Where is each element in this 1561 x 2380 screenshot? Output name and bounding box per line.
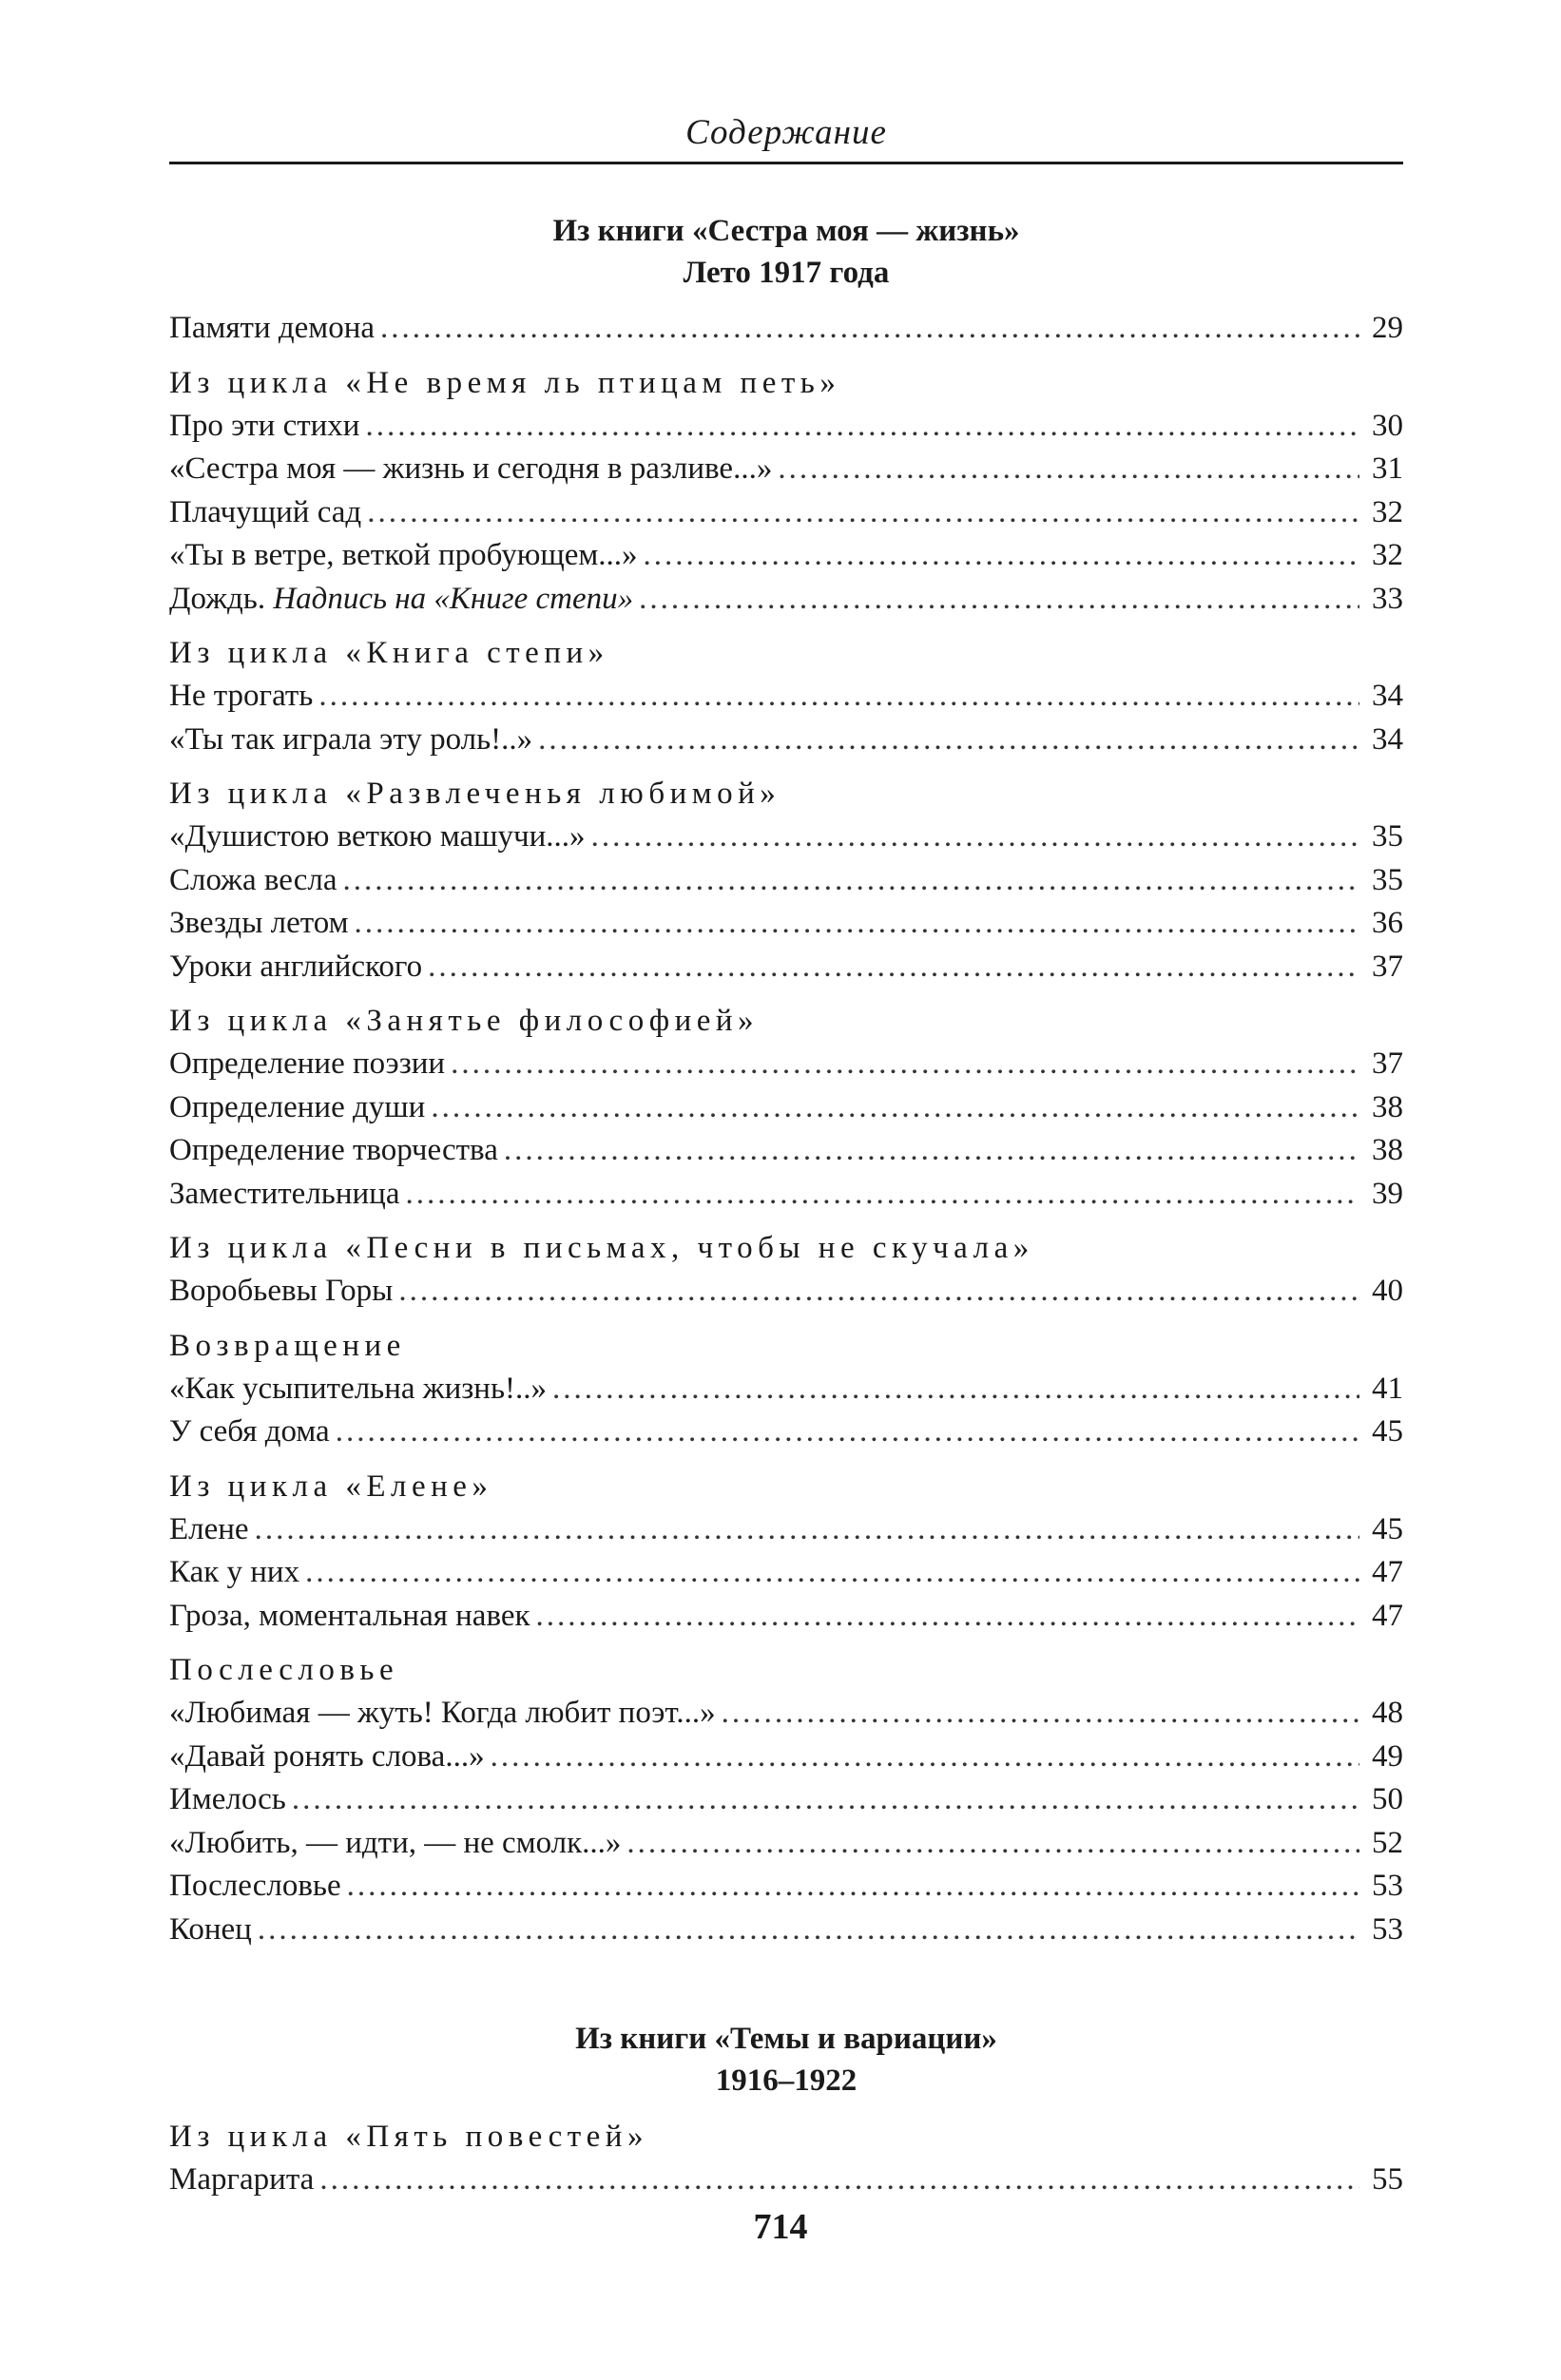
entry-title-text: Конец <box>169 1911 252 1947</box>
entry-title-text: Заместительница <box>169 1176 400 1211</box>
entry-title-text: «Как усыпительна жизнь!..» <box>169 1371 547 1406</box>
entry-title <box>169 448 772 491</box>
entry-title-text: Гроза, моментальная навек <box>169 1598 530 1633</box>
toc-entry <box>169 307 1403 351</box>
entry-title-text: Маргарита <box>169 2162 315 2197</box>
entry-page-number: 47 <box>1372 1598 1403 1633</box>
entry-page-number: 37 <box>1372 949 1403 984</box>
dot-leader <box>318 675 1359 719</box>
toc-entry <box>169 1865 1403 1909</box>
toc-entry <box>169 448 1403 491</box>
entry-page-number: 50 <box>1372 1782 1403 1816</box>
cycle-heading: Послесловье <box>169 1653 399 1687</box>
entry-title <box>169 1086 425 1130</box>
dot-leader <box>538 719 1359 762</box>
entry-title <box>169 1909 252 1952</box>
entry-page-number: 53 <box>1372 1911 1403 1947</box>
entry-page-number: 41 <box>1372 1371 1403 1406</box>
entry-title-text: «Душистою веткою машучи...» <box>169 819 586 854</box>
entry-page-number: 37 <box>1372 1046 1403 1081</box>
entry-page-number: 34 <box>1372 679 1403 713</box>
entry-title <box>169 1508 249 1552</box>
book-title: Из книги «Темы и вариации» <box>575 2022 997 2056</box>
entry-title-text: Памяти демона <box>169 311 375 345</box>
entry-title-text: Елене <box>169 1511 249 1546</box>
entry-title <box>169 2159 314 2202</box>
entry-page-number: 52 <box>1372 1825 1403 1860</box>
entry-title-text: Послесловье <box>169 1869 341 1903</box>
entry-page-number: 45 <box>1372 1511 1403 1546</box>
toc-entry <box>169 1692 1403 1736</box>
dot-leader <box>491 1736 1359 1779</box>
entry-page-number: 31 <box>1372 451 1403 486</box>
entry-page-number: 35 <box>1372 862 1403 897</box>
entry-title-text: «Ты так играла эту роль!..» <box>169 721 533 757</box>
entry-page-number: 29 <box>1372 311 1403 345</box>
entry-title <box>169 859 337 903</box>
dot-leader <box>255 1508 1359 1552</box>
entry-page-number: 40 <box>1372 1274 1403 1308</box>
page-number: 714 <box>753 2207 808 2247</box>
entry-page-number: 34 <box>1372 721 1403 757</box>
book-section <box>169 2018 1403 2202</box>
toc-entry <box>169 1909 1403 1952</box>
entry-title <box>169 675 313 719</box>
dot-leader <box>405 1173 1359 1217</box>
toc-entry <box>169 405 1403 449</box>
entry-title-text: Дождь. <box>169 581 274 616</box>
cycle-heading: Из цикла «Не время ль птицам петь» <box>169 365 841 400</box>
entry-title-text: Определение души <box>169 1089 426 1124</box>
entry-title <box>169 578 633 622</box>
entry-title <box>169 902 348 946</box>
entry-title-text: Как у них <box>169 1555 300 1589</box>
entry-page-number: 49 <box>1372 1738 1403 1774</box>
entry-title <box>169 1822 621 1866</box>
toc-entry <box>169 902 1403 946</box>
entry-title-text: Уроки английского <box>169 949 423 984</box>
cycle-heading: Из цикла «Песни в письмах, чтобы не скучала» <box>169 1231 1034 1265</box>
header-rule <box>169 162 1403 164</box>
cycle-heading: Из цикла «Елене» <box>169 1468 493 1504</box>
entry-title <box>169 1595 530 1639</box>
entry-title-text: Звезды летом <box>169 906 349 940</box>
toc-entry <box>169 1270 1403 1314</box>
entry-page-number: 39 <box>1372 1176 1403 1211</box>
entry-title <box>169 719 532 762</box>
entry-page-number: 30 <box>1372 408 1403 443</box>
entry-page-number: 32 <box>1372 494 1403 529</box>
dot-leader <box>504 1129 1359 1173</box>
entry-title <box>169 405 359 449</box>
entry-title <box>169 946 422 989</box>
entry-title <box>169 816 586 859</box>
toc-entry <box>169 1778 1403 1822</box>
entry-title-text: «Любимая — жуть! Когда любит поэт...» <box>169 1696 716 1730</box>
entry-page-number: 48 <box>1372 1696 1403 1730</box>
toc-entry <box>169 675 1403 719</box>
entry-page-number: 45 <box>1372 1414 1403 1449</box>
entry-title <box>169 307 375 351</box>
toc-entry <box>169 2159 1403 2202</box>
dot-leader <box>398 1270 1359 1314</box>
entry-title <box>169 1173 399 1217</box>
toc-entry <box>169 719 1403 762</box>
entry-title-text: Про эти стихи <box>169 408 360 443</box>
dot-leader <box>354 902 1359 946</box>
entry-title <box>169 1129 498 1173</box>
entry-page-number: 35 <box>1372 819 1403 854</box>
toc-entry <box>169 1173 1403 1217</box>
cycle-heading: Из цикла «Книга степи» <box>169 636 609 670</box>
toc-entry <box>169 1551 1403 1595</box>
entry-title <box>169 1043 445 1086</box>
dot-leader <box>644 534 1359 578</box>
toc-entry <box>169 859 1403 903</box>
entry-title <box>169 1411 330 1454</box>
entry-page-number: 32 <box>1372 538 1403 572</box>
dot-leader <box>591 816 1359 859</box>
toc-entry <box>169 534 1403 578</box>
dot-leader <box>428 946 1359 989</box>
entry-title-text: Определение творчества <box>169 1133 498 1167</box>
entry-title <box>169 1778 286 1822</box>
entry-page-number: 53 <box>1372 1869 1403 1903</box>
toc-entry <box>169 1822 1403 1866</box>
entry-title-text: Не трогать <box>169 679 314 713</box>
toc-page <box>169 95 1403 2202</box>
entry-page-number: 38 <box>1372 1089 1403 1124</box>
dot-leader <box>342 859 1359 903</box>
toc-entry <box>169 1411 1403 1454</box>
entry-title <box>169 1551 299 1595</box>
toc-entry <box>169 1086 1403 1130</box>
dot-leader <box>319 2159 1359 2202</box>
running-head: Содержание <box>685 113 887 152</box>
entry-page-number: 38 <box>1372 1133 1403 1167</box>
entry-title <box>169 1368 547 1411</box>
entry-title-text: «Любить, — идти, — не смолк...» <box>169 1825 622 1860</box>
cycle-heading: Из цикла «Пять повестей» <box>169 2120 648 2154</box>
entry-title-italic: Надпись на «Книге степи» <box>273 581 634 616</box>
toc-entry <box>169 1508 1403 1552</box>
dot-leader <box>451 1043 1359 1086</box>
entry-title-text: У себя дома <box>169 1414 330 1449</box>
dot-leader <box>552 1368 1359 1411</box>
entry-title <box>169 1270 393 1314</box>
entry-page-number: 33 <box>1372 581 1403 616</box>
toc-entry <box>169 578 1403 622</box>
entry-title-text: Воробьевы Горы <box>169 1274 394 1308</box>
toc-entry <box>169 1368 1403 1411</box>
dot-leader <box>639 578 1359 622</box>
cycle-heading: Из цикла «Развлеченья любимой» <box>169 777 781 811</box>
entry-title-text: Плачущий сад <box>169 494 362 529</box>
entry-title-text: Сложа весла <box>169 862 337 897</box>
entry-title <box>169 1865 341 1909</box>
book-section <box>169 210 1403 1951</box>
cycle-heading: Из цикла «Занятье философией» <box>169 1004 760 1038</box>
dot-leader <box>292 1778 1359 1822</box>
entry-title-text: «Сестра моя — жизнь и сегодня в разливе...» <box>169 451 773 486</box>
toc-entry <box>169 1595 1403 1639</box>
toc-entry <box>169 946 1403 989</box>
toc-entry <box>169 491 1403 535</box>
dot-leader <box>626 1822 1359 1866</box>
dot-leader <box>431 1086 1359 1130</box>
entry-page-number: 36 <box>1372 906 1403 940</box>
dot-leader <box>536 1595 1359 1639</box>
dot-leader <box>258 1909 1359 1952</box>
dot-leader <box>305 1551 1359 1595</box>
toc-entry <box>169 1043 1403 1086</box>
dot-leader <box>722 1692 1359 1736</box>
dot-leader <box>367 491 1359 535</box>
entry-title-text: Имелось <box>169 1782 286 1816</box>
entry-title <box>169 1736 485 1779</box>
book-subtitle: Лето 1917 года <box>683 256 890 290</box>
dot-leader <box>347 1865 1359 1909</box>
entry-title-text: «Давай ронять слова...» <box>169 1738 485 1774</box>
toc-entry <box>169 1736 1403 1779</box>
entry-title <box>169 534 638 578</box>
toc-entry <box>169 816 1403 859</box>
entry-page-number: 47 <box>1372 1555 1403 1589</box>
entry-title <box>169 1692 716 1736</box>
toc-entry <box>169 1129 1403 1173</box>
table-of-contents <box>169 210 1403 2202</box>
entry-title <box>169 491 361 535</box>
entry-page-number: 55 <box>1372 2162 1403 2197</box>
entry-title-text: Определение поэзии <box>169 1046 446 1081</box>
dot-leader <box>380 307 1359 351</box>
cycle-heading: Возвращение <box>169 1328 406 1363</box>
dot-leader <box>365 405 1359 449</box>
dot-leader <box>336 1411 1359 1454</box>
dot-leader <box>778 448 1359 491</box>
book-title: Из книги «Сестра моя — жизнь» <box>552 214 1020 248</box>
entry-title-text: «Ты в ветре, веткой пробующем...» <box>169 538 638 572</box>
book-subtitle: 1916–1922 <box>715 2063 858 2098</box>
